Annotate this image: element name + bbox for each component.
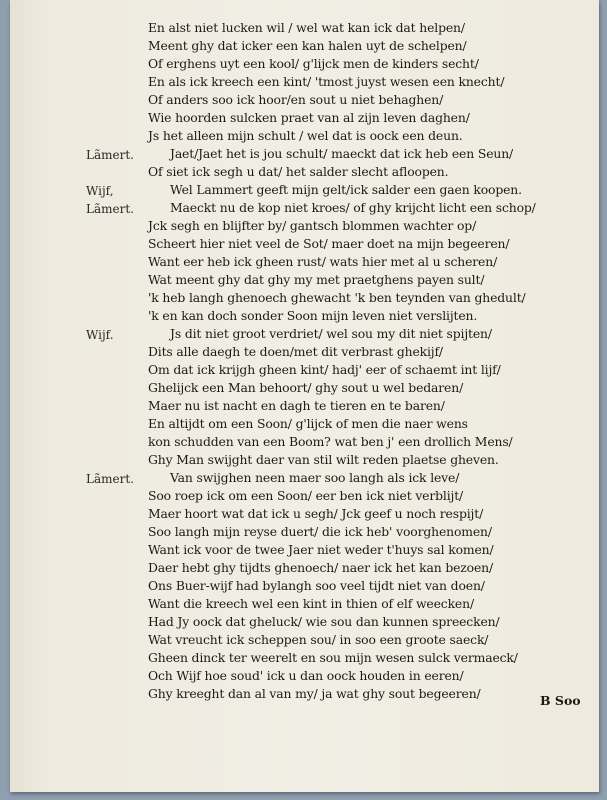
speaker-label: Lãmert.	[86, 202, 134, 216]
verse-line: Ons Buer-wijf had bylangh soo veel tijdt niet van doen/	[148, 578, 485, 593]
verse-line: Of anders soo ick hoor/en sout u niet behaghen/	[148, 92, 444, 107]
verse-line: Ghy Man swijght daer van stil wilt reden plaetse gheven.	[148, 452, 499, 467]
verse-line: Gheen dinck ter weerelt en sou mijn wesen sulck vermaeck/	[148, 650, 518, 665]
speaker-label: Wijf,	[86, 184, 114, 198]
verse-line: Wat meent ghy dat ghy my met praetghens payen sult/	[148, 272, 485, 287]
verse-line: Maeckt nu de kop niet kroes/ of ghy krijcht licht een schop/	[170, 200, 536, 215]
verse-line: Jaet/Jaet het is jou schult/ maeckt dat ick heb een Seun/	[170, 146, 514, 161]
verse-line: Had Jy oock dat gheluck/ wie sou dan kunnen spreecken/	[148, 614, 500, 629]
signature-catchword: B Soo	[540, 693, 581, 708]
show-through-text	[510, 60, 600, 480]
verse-line: Wat vreucht ick scheppen sou/ in soo een groote saeck/	[148, 632, 489, 647]
verse-line: Om dat ick krijgh gheen kint/ hadj' eer of schaemt int lijf/	[148, 362, 501, 377]
verse-line: Och Wijf hoe soud' ick u dan oock houden in eeren/	[148, 668, 464, 683]
verse-line: Maer hoort wat dat ick u segh/ Jck geef u noch respijt/	[148, 506, 484, 521]
verse-line: 'k en kan doch sonder Soon mijn leven niet verslijten.	[148, 308, 478, 323]
verse-line: Js het alleen mijn schult / wel dat is oock een deun.	[148, 128, 463, 143]
speaker-label: Lãmert.	[86, 472, 134, 486]
verse-line: Of erghens uyt een kool/ g'lijck men de kinders secht/	[148, 56, 479, 71]
verse-line: Meent ghy dat icker een kan halen uyt de schelpen/	[148, 38, 467, 53]
verse-line: Of siet ick segh u dat/ het salder slecht afloopen.	[148, 164, 449, 179]
verse-line: Want eer heb ick gheen rust/ wats hier met al u scheren/	[148, 254, 498, 269]
verse-line: Scheert hier niet veel de Sot/ maer doet na mijn begeeren/	[148, 236, 510, 251]
verse-line: En als ick kreech een kint/ 'tmost juyst wesen een knecht/	[148, 74, 505, 89]
verse-line: Js dit niet groot verdriet/ wel sou my dit niet spijten/	[170, 326, 492, 341]
verse-line: Want ick voor de twee Jaer niet weder t'huys sal komen/	[148, 542, 494, 557]
verse-line: En alst niet lucken wil / wel wat kan ick dat helpen/	[148, 20, 465, 35]
verse-line: Maer nu ist nacht en dagh te tieren en te baren/	[148, 398, 445, 413]
verse-line: Wie hoorden sulcken praet van al zijn leven daghen/	[148, 110, 470, 125]
verse-line: Van swijghen neen maer soo langh als ick leve/	[170, 470, 460, 485]
verse-line: En altijdt om een Soon/ g'lijck of men die naer wens	[148, 416, 468, 431]
verse-line: Wel Lammert geeft mijn gelt/ick salder een gaen koopen.	[170, 182, 522, 197]
verse-line: Ghelijck een Man behoort/ ghy sout u wel bedaren/	[148, 380, 464, 395]
verse-line: Daer hebt ghy tijdts ghenoech/ naer ick het kan bezoen/	[148, 560, 494, 575]
verse-line: 'k heb langh ghenoech ghewacht 'k ben teynden van ghedult/	[148, 290, 526, 305]
verse-line: kon schudden van een Boom? wat ben j' een drollich Mens/	[148, 434, 513, 449]
speaker-label: Wijf.	[86, 328, 114, 342]
book-page	[10, 0, 599, 792]
verse-line: Dits alle daegh te doen/met dit verbrast ghekijf/	[148, 344, 443, 359]
verse-line: Want die kreech wel een kint in thien of elf weecken/	[148, 596, 474, 611]
verse-line: Soo roep ick om een Soon/ eer ben ick niet verblijt/	[148, 488, 464, 503]
verse-line: Ghy kreeght dan al van my/ ja wat ghy sout begeeren/	[148, 686, 481, 701]
verse-line: Jck segh en blijfter by/ gantsch blommen wachter op/	[148, 218, 477, 233]
verse-line: Soo langh mijn reyse duert/ die ick heb' voorghenomen/	[148, 524, 492, 539]
speaker-label: Lãmert.	[86, 148, 134, 162]
